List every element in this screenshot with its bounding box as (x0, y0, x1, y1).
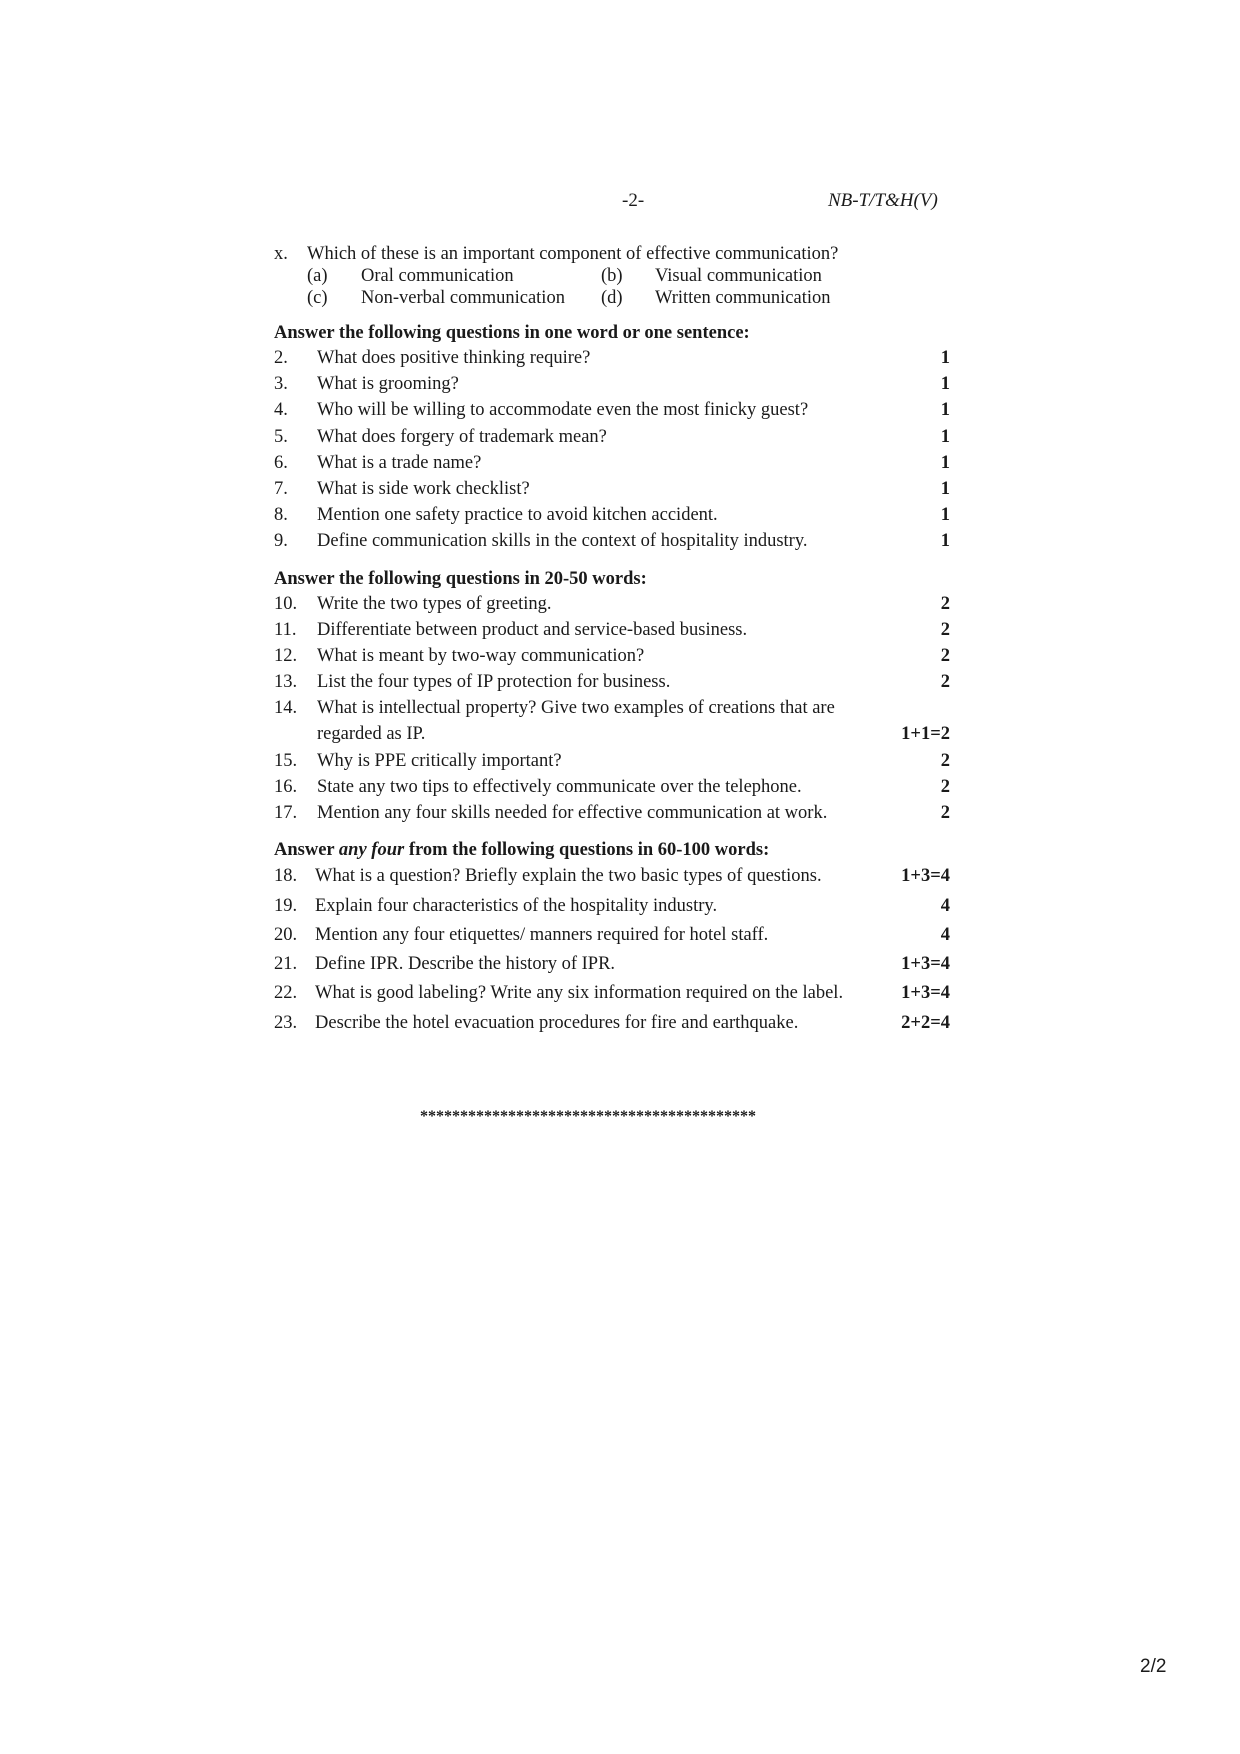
end-of-paper-stars: ****************************************** (420, 1108, 756, 1125)
question-text: What is good labeling? Write any six information required on the label. (315, 983, 844, 1004)
heading-emphasis: any four (338, 840, 405, 861)
question-marks: 2 (940, 750, 950, 771)
question-number: 20. (274, 924, 298, 945)
question-row (274, 476, 950, 502)
question-text: What is meant by two-way communication? (317, 645, 645, 666)
question-marks: 1+3=4 (901, 866, 950, 887)
question-text: Define IPR. Describe the history of IPR. (315, 954, 616, 975)
question-row (274, 669, 950, 695)
question-number: 2. (274, 348, 288, 368)
question-marks: 1 (940, 531, 950, 552)
question-row (274, 591, 950, 617)
question-number: 8. (274, 505, 288, 526)
question-number: 12. (274, 645, 298, 666)
mcq-question: Which of these is an important component of effective communication? (307, 244, 839, 264)
mcq-question-row (274, 243, 950, 265)
mcq-number: x. (274, 244, 288, 264)
question-text: Mention one safety practice to avoid kitchen accident. (317, 505, 718, 526)
question-marks: 1+3=4 (901, 954, 950, 975)
mcq-options-row (274, 265, 950, 287)
question-marks: 1+3=4 (901, 983, 950, 1004)
question-row (274, 397, 950, 423)
question-row (274, 450, 950, 476)
question-marks: 1+1=2 (901, 724, 950, 745)
question-paper-body (274, 243, 950, 1038)
question-row (274, 345, 950, 371)
question-marks: 1 (940, 452, 950, 473)
question-number: 13. (274, 672, 298, 693)
question-text: Describe the hotel evacuation procedures for fire and earthquake. (315, 1012, 799, 1033)
question-marks: 2 (940, 619, 950, 640)
option-text: Written communication (655, 288, 831, 308)
option-text: Non-verbal communication (361, 288, 565, 308)
question-text: Why is PPE critically important? (317, 750, 562, 771)
question-marks: 2 (940, 776, 950, 797)
section-one-questions (274, 345, 950, 555)
option-text: Oral communication (361, 266, 514, 286)
question-row (274, 748, 950, 774)
question-text: What does positive thinking require? (317, 348, 591, 368)
question-text: What does forgery of trademark mean? (317, 426, 607, 447)
question-row (274, 643, 950, 669)
mcq-options-row (274, 287, 950, 309)
question-marks: 1 (940, 505, 950, 526)
section-heading: Answer the following questions in 20-50 words: (274, 568, 647, 589)
option-label: (d) (601, 288, 623, 308)
question-marks: 2 (940, 803, 950, 824)
question-row (274, 502, 950, 528)
question-row (274, 950, 950, 979)
question-text: State any two tips to effectively communicate over the telephone. (317, 776, 802, 797)
question-row (274, 371, 950, 397)
question-row (274, 892, 950, 921)
question-number: 19. (274, 895, 298, 916)
question-text: Mention any four etiquettes/ manners required for hotel staff. (315, 924, 769, 945)
question-number: 16. (274, 776, 298, 797)
question-text: What is side work checklist? (317, 478, 530, 499)
question-number: 18. (274, 866, 298, 887)
question-row (274, 424, 950, 450)
question-marks: 4 (940, 924, 950, 945)
question-text: Differentiate between product and service-based business. (317, 619, 748, 640)
sheet-counter: 2/2 (1140, 1656, 1167, 1677)
question-number: 10. (274, 593, 298, 614)
question-row (274, 695, 950, 747)
question-row (274, 921, 950, 950)
question-number: 22. (274, 983, 298, 1004)
question-number: 7. (274, 478, 288, 499)
heading-suffix: from the following questions in 60-100 words: (404, 840, 770, 861)
question-text: What is grooming? (317, 374, 459, 395)
question-number: 9. (274, 531, 288, 552)
option-text: Visual communication (655, 266, 822, 286)
question-row (274, 617, 950, 643)
question-marks: 2 (940, 645, 950, 666)
option-label: (a) (307, 266, 328, 286)
question-number: 21. (274, 954, 298, 975)
question-marks: 1 (940, 478, 950, 499)
question-text: Write the two types of greeting. (317, 593, 552, 614)
question-text: Who will be willing to accommodate even the most finicky guest? (317, 400, 809, 421)
question-marks: 4 (940, 895, 950, 916)
question-row (274, 979, 950, 1008)
question-number: 3. (274, 374, 288, 395)
question-number: 17. (274, 803, 298, 824)
option-label: (c) (307, 288, 328, 308)
question-text: List the four types of IP protection for business. (317, 672, 671, 693)
question-number: 23. (274, 1012, 298, 1033)
section-three-questions (274, 862, 950, 1038)
heading-prefix: Answer (274, 840, 339, 861)
question-row (274, 800, 950, 826)
question-row (274, 1009, 950, 1038)
question-marks: 2 (940, 672, 950, 693)
question-number: 15. (274, 750, 298, 771)
question-marks: 1 (940, 348, 950, 368)
page-number: -2- (622, 190, 645, 211)
question-text: Define communication skills in the context of hospitality industry. (317, 531, 808, 552)
question-number: 4. (274, 400, 288, 421)
question-text: What is a trade name? (317, 452, 482, 473)
question-marks: 1 (940, 374, 950, 395)
question-number: 6. (274, 452, 288, 473)
question-text: What is intellectual property? Give two examples of creations that are regarded as IP. (317, 698, 835, 745)
question-row (274, 862, 950, 891)
question-number: 5. (274, 426, 288, 447)
question-number: 14. (274, 698, 298, 719)
question-row (274, 774, 950, 800)
question-row (274, 528, 950, 554)
section-heading: Answer the following questions in one word or one sentence: (274, 323, 750, 343)
question-text: Mention any four skills needed for effective communication at work. (317, 803, 828, 824)
question-marks: 2 (940, 593, 950, 614)
question-number: 11. (274, 619, 297, 640)
section-two-questions (274, 591, 950, 827)
question-marks: 2+2=4 (901, 1012, 950, 1033)
question-text: Explain four characteristics of the hospitality industry. (315, 895, 718, 916)
paper-code: NB-T/T&H(V) (828, 190, 938, 211)
question-marks: 1 (940, 400, 950, 421)
section-heading (274, 838, 950, 862)
mcq-block (274, 243, 950, 309)
question-marks: 1 (940, 426, 950, 447)
question-text: What is a question? Briefly explain the two basic types of questions. (315, 866, 822, 887)
option-label: (b) (601, 266, 623, 286)
